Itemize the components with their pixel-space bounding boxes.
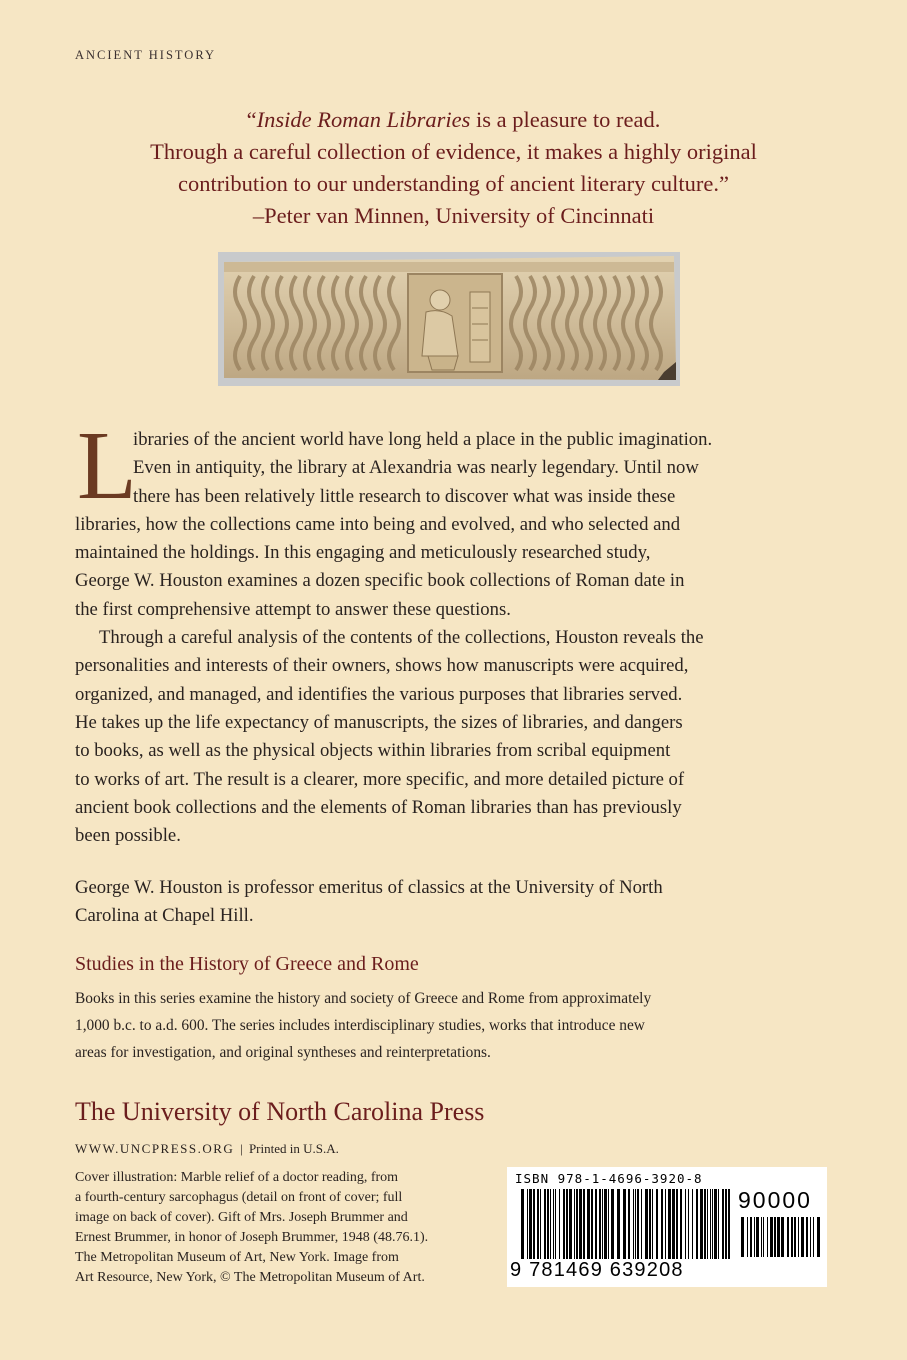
barcode-bar [617, 1189, 620, 1259]
barcode-bar [685, 1189, 686, 1259]
barcode-bar [599, 1189, 601, 1259]
barcode-bar [770, 1217, 773, 1257]
barcode-bar [712, 1189, 713, 1259]
barcode-bar [718, 1189, 719, 1259]
price-barcode-icon [741, 1217, 821, 1281]
barcode-bar [710, 1189, 711, 1259]
price-code: 90000 [738, 1187, 812, 1213]
barcode-bar [696, 1189, 698, 1259]
text-line: there has been relatively little research to discover what was inside these [133, 485, 676, 507]
barcode-bar [777, 1217, 780, 1257]
barcode-bar [672, 1189, 675, 1259]
barcode-bar [527, 1189, 528, 1259]
cover-credit [75, 1168, 505, 1288]
barcode-bar [680, 1189, 682, 1259]
barcode-bar [714, 1189, 717, 1259]
barcode-bar [704, 1189, 706, 1259]
text-line: image on back of cover). Gift of Mrs. Joseph Brummer and [75, 1210, 408, 1225]
barcode-bar [547, 1189, 549, 1259]
text-line: The Metropolitan Museum of Art, New York. Image from [75, 1250, 399, 1265]
barcode-bar [798, 1217, 799, 1257]
description [75, 412, 835, 850]
text-line: ancient book collections and the elements of Roman libraries than has previously [75, 796, 682, 818]
barcode-bar [688, 1189, 689, 1259]
barcode-bar [595, 1189, 597, 1259]
barcode-bar [761, 1217, 762, 1257]
ean-digits: 9 781469 639208 [510, 1259, 684, 1281]
text-line: maintained the holdings. In this engaging and meticulously researched study, [75, 542, 651, 564]
category-label: ANCIENT HISTORY [75, 48, 217, 62]
text-line: organized, and managed, and identifies the various purposes that libraries served. [75, 683, 683, 705]
text-line: George W. Houston is professor emeritus of classics at the University of North [75, 877, 663, 898]
endorsement-quote [60, 104, 847, 232]
barcode-bar [635, 1189, 636, 1259]
barcode-bar [649, 1189, 651, 1259]
barcode-bar [529, 1189, 532, 1259]
text-line: Even in antiquity, the library at Alexandria was nearly legendary. Until now [133, 457, 699, 479]
barcode-bar [579, 1189, 582, 1259]
text-line: George W. Houston examines a dozen specific book collections of Roman date in [75, 570, 685, 592]
barcode-bar [645, 1189, 648, 1259]
barcode-bar [563, 1189, 565, 1259]
barcode-bar [550, 1189, 551, 1259]
text-line: He takes up the life expectancy of manuscripts, the sizes of libraries, and dangers [75, 711, 683, 733]
publisher-url: WWW.UNCPRESS.ORG [75, 1141, 235, 1156]
barcode-bar [587, 1189, 590, 1259]
barcode-bar [725, 1189, 727, 1259]
text-line: the first comprehensive attempt to answer these questions. [75, 598, 511, 620]
barcode-bar [628, 1189, 630, 1259]
barcode-bar [591, 1189, 593, 1259]
text-line: to works of art. The result is a clearer, more specific, and more detailed picture of [75, 768, 685, 790]
text-line: 1,000 b.c. to a.d. 600. The series includes interdisciplinary studies, works that introduce new [75, 1017, 645, 1034]
barcode-bar [521, 1189, 524, 1259]
barcode-bar [576, 1189, 578, 1259]
barcode-bar [774, 1217, 776, 1257]
barcode-bar [602, 1189, 603, 1259]
barcode-bar [652, 1189, 653, 1259]
barcode-icon [521, 1189, 733, 1259]
barcode-bar [754, 1217, 755, 1257]
barcode-bar [700, 1189, 703, 1259]
barcode-bar [767, 1217, 768, 1257]
description-paragraph-1 [75, 412, 835, 520]
text-line: Ernest Brummer, in honor of Joseph Brummer, 1948 (48.76.1). [75, 1230, 429, 1245]
text-line: areas for investigation, and original syntheses and reinterpretations. [75, 1044, 491, 1061]
barcode-block [507, 1167, 827, 1287]
barcode-bar [537, 1189, 539, 1259]
text-line: a fourth-century sarcophagus (detail on front of cover; full [75, 1190, 403, 1205]
barcode-bar [633, 1189, 634, 1259]
quote-line-1: “Inside Roman Libraries is a pleasure to read. [246, 107, 661, 132]
barcode-bar [555, 1189, 556, 1259]
quote-line-3: contribution to our understanding of ancient literary culture.” [177, 171, 730, 196]
description-paragraph-2 [75, 624, 835, 850]
barcode-bar [569, 1189, 572, 1259]
barcode-bar [668, 1189, 671, 1259]
barcode-bar [544, 1189, 546, 1259]
barcode-bar [692, 1189, 693, 1259]
barcode-bar [637, 1189, 639, 1259]
barcode-bar [608, 1189, 609, 1259]
barcode-bar [728, 1189, 730, 1259]
barcode-bar [661, 1189, 663, 1259]
barcode-bar [574, 1189, 575, 1259]
text-line: to books, as well as the physical objects within libraries from scribal equipment [75, 740, 671, 762]
barcode-bar [750, 1217, 752, 1257]
barcode-bar [553, 1189, 554, 1259]
text-line: ibraries of the ancient world have long held a place in the public imagination. [133, 429, 713, 450]
separator: | [240, 1141, 243, 1156]
barcode-bar [791, 1217, 793, 1257]
barcode-bar [656, 1189, 658, 1259]
quote-line-2: Through a careful collection of evidence, it makes a highly original [150, 139, 757, 164]
barcode-bar [559, 1189, 560, 1259]
drop-cap: L [77, 412, 137, 520]
text-line: Books in this series examine the history and society of Greece and Rome from approximately [75, 990, 652, 1007]
barcode-bar [817, 1217, 820, 1257]
text-line: Carolina at Chapel Hill. [75, 905, 254, 927]
barcode-bar [747, 1217, 748, 1257]
barcode-bar [623, 1189, 626, 1259]
barcode-bar [540, 1189, 541, 1259]
barcode-bar [722, 1189, 724, 1259]
marble-relief-image [218, 252, 680, 386]
text-line: personalities and interests of their owners, shows how manuscripts were acquired, [75, 655, 689, 677]
barcode-bar [813, 1217, 814, 1257]
text-line: libraries, how the collections came into being and evolved, and who selected and [75, 513, 681, 535]
series-description [75, 985, 845, 1066]
barcode-bar [707, 1189, 708, 1259]
barcode-bar [583, 1189, 585, 1259]
barcode-bar [806, 1217, 808, 1257]
publisher-name: The University of North Carolina Press [75, 1097, 485, 1126]
barcode-bar [665, 1189, 666, 1259]
isbn-label: ISBN 978-1-4696-3920-8 [515, 1171, 703, 1186]
text-line: Art Resource, New York, © The Metropolitan Museum of Art. [75, 1270, 425, 1285]
text-line: Cover illustration: Marble relief of a doctor reading, from [75, 1170, 399, 1185]
barcode-bar [641, 1189, 642, 1259]
barcode-bar [604, 1189, 607, 1259]
publisher-web-line [75, 1141, 339, 1157]
barcode-bar [611, 1189, 614, 1259]
barcode-bar [787, 1217, 789, 1257]
barcode-bar [676, 1189, 678, 1259]
text-line: Through a careful analysis of the contents of the collections, Houston reveals the [99, 627, 704, 649]
barcode-bar [810, 1217, 811, 1257]
text-line: been possible. [75, 825, 181, 847]
barcode-bar [794, 1217, 796, 1257]
barcode-bar [533, 1189, 535, 1259]
author-bio [75, 874, 835, 931]
barcode-bar [756, 1217, 759, 1257]
quote-attribution: –Peter van Minnen, University of Cincinnati [252, 203, 655, 228]
description-paragraph-1-cont [75, 511, 835, 624]
barcode-bar [781, 1217, 784, 1257]
barcode-bar [801, 1217, 804, 1257]
series-title: Studies in the History of Greece and Rome [75, 953, 419, 975]
barcode-bar [741, 1217, 744, 1257]
barcode-bar [566, 1189, 568, 1259]
printed-in: Printed in U.S.A. [248, 1141, 339, 1156]
barcode-bar [763, 1217, 764, 1257]
